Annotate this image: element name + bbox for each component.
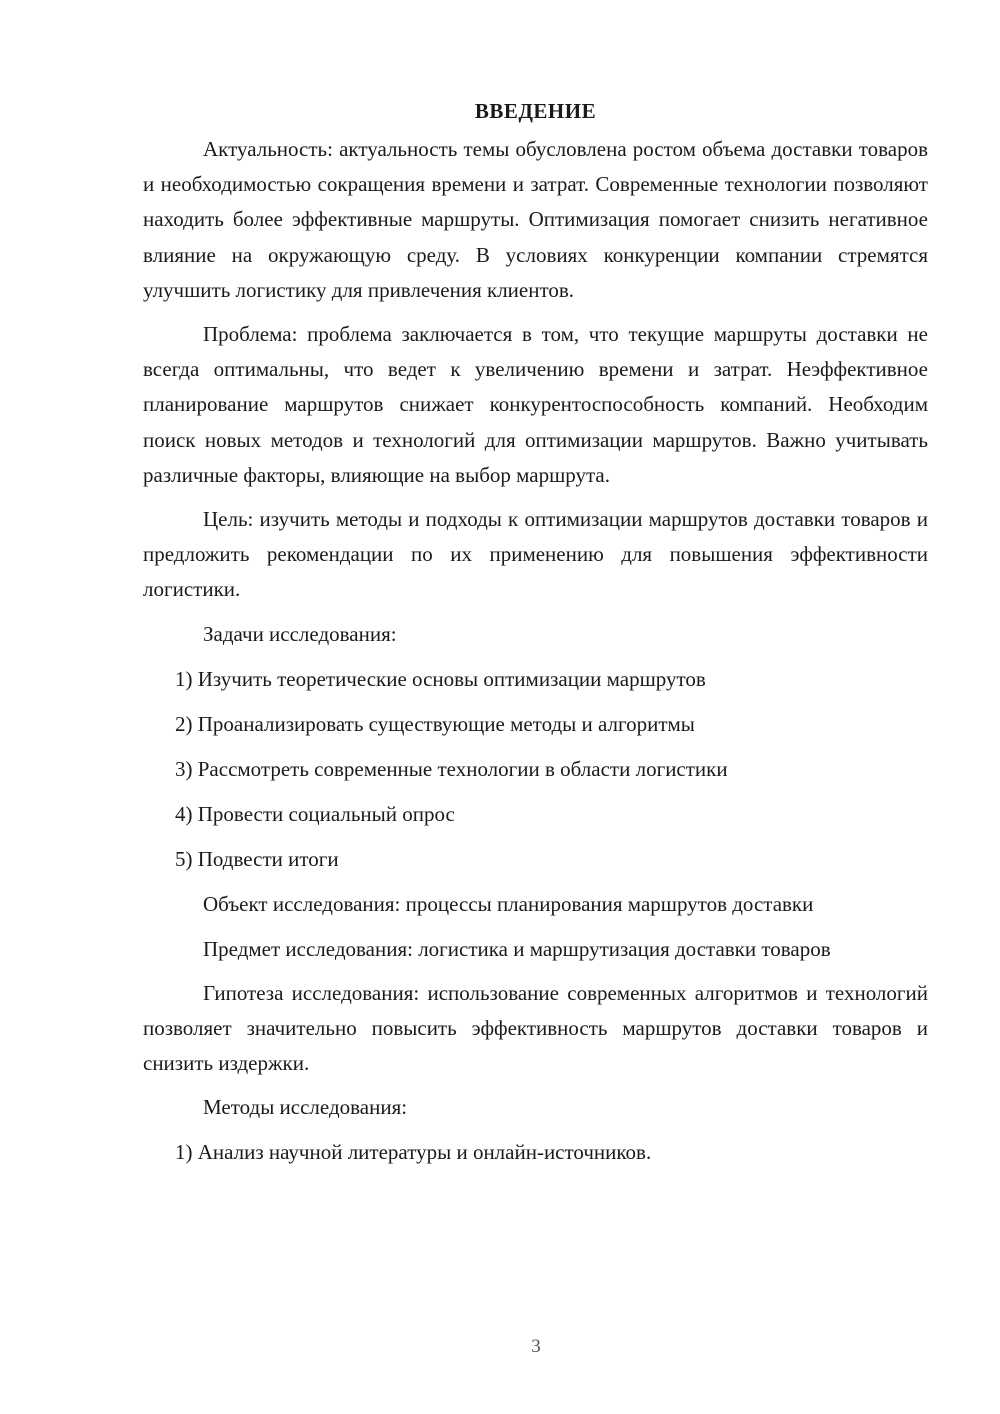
hypothesis-paragraph: Гипотеза исследования: использование современных алгоритмов и технологий позволяет значительно повысить эффективность маршрутов доставки товаров и снизить издержки.: [143, 980, 928, 1076]
object-paragraph: Объект исследования: процессы планирования маршрутов доставки: [203, 891, 814, 916]
task-item-4: 4) Провести социальный опрос: [175, 801, 455, 826]
task-item-3: 3) Рассмотреть современные технологии в области логистики: [175, 756, 728, 781]
methods-heading: Методы исследования:: [203, 1095, 408, 1120]
goal-paragraph: Цель: изучить методы и подходы к оптимизации маршрутов доставки товаров и предложить рекомендации по их применению для повышения эффективности логистики.: [143, 507, 928, 602]
section-title: ВВЕДЕНИЕ: [474, 99, 597, 123]
task-item-2: 2) Проанализировать существующие методы и алгоритмы: [175, 711, 695, 736]
relevance-paragraph: Актуальность: актуальность темы обусловлена ростом объема доставки товаров и необходимостью сокращения времени и затрат. Современные технологии позволяют находить более эффективные маршруты. Оптимизация помогает снизить негативное влияние на окружающую среду. В условиях конкуренции компании стремятся улучшить логистику для привлечения клиентов.: [143, 137, 928, 302]
task-item-1: 1) Изучить теоретические основы оптимизации маршрутов: [175, 666, 706, 691]
subject-paragraph: Предмет исследования: логистика и маршрутизация доставки товаров: [203, 936, 831, 961]
method-item-1: 1) Анализ научной литературы и онлайн-источников.: [175, 1140, 652, 1165]
tasks-heading: Задачи исследования:: [203, 621, 397, 646]
problem-paragraph: Проблема: проблема заключается в том, что текущие маршруты доставки не всегда оптимальны, что ведет к увеличению времени и затрат. Неэффективное планирование маршрутов снижает конкурентоспособность компаний. Необходим поиск новых методов и технологий для оптимизации маршрутов. Важно учитывать различные факторы, влияющие на выбор маршрута.: [143, 322, 928, 487]
task-item-5: 5) Подвести итоги: [175, 846, 339, 871]
document-page: [143, 96, 928, 1171]
page-number: 3: [531, 1336, 541, 1357]
